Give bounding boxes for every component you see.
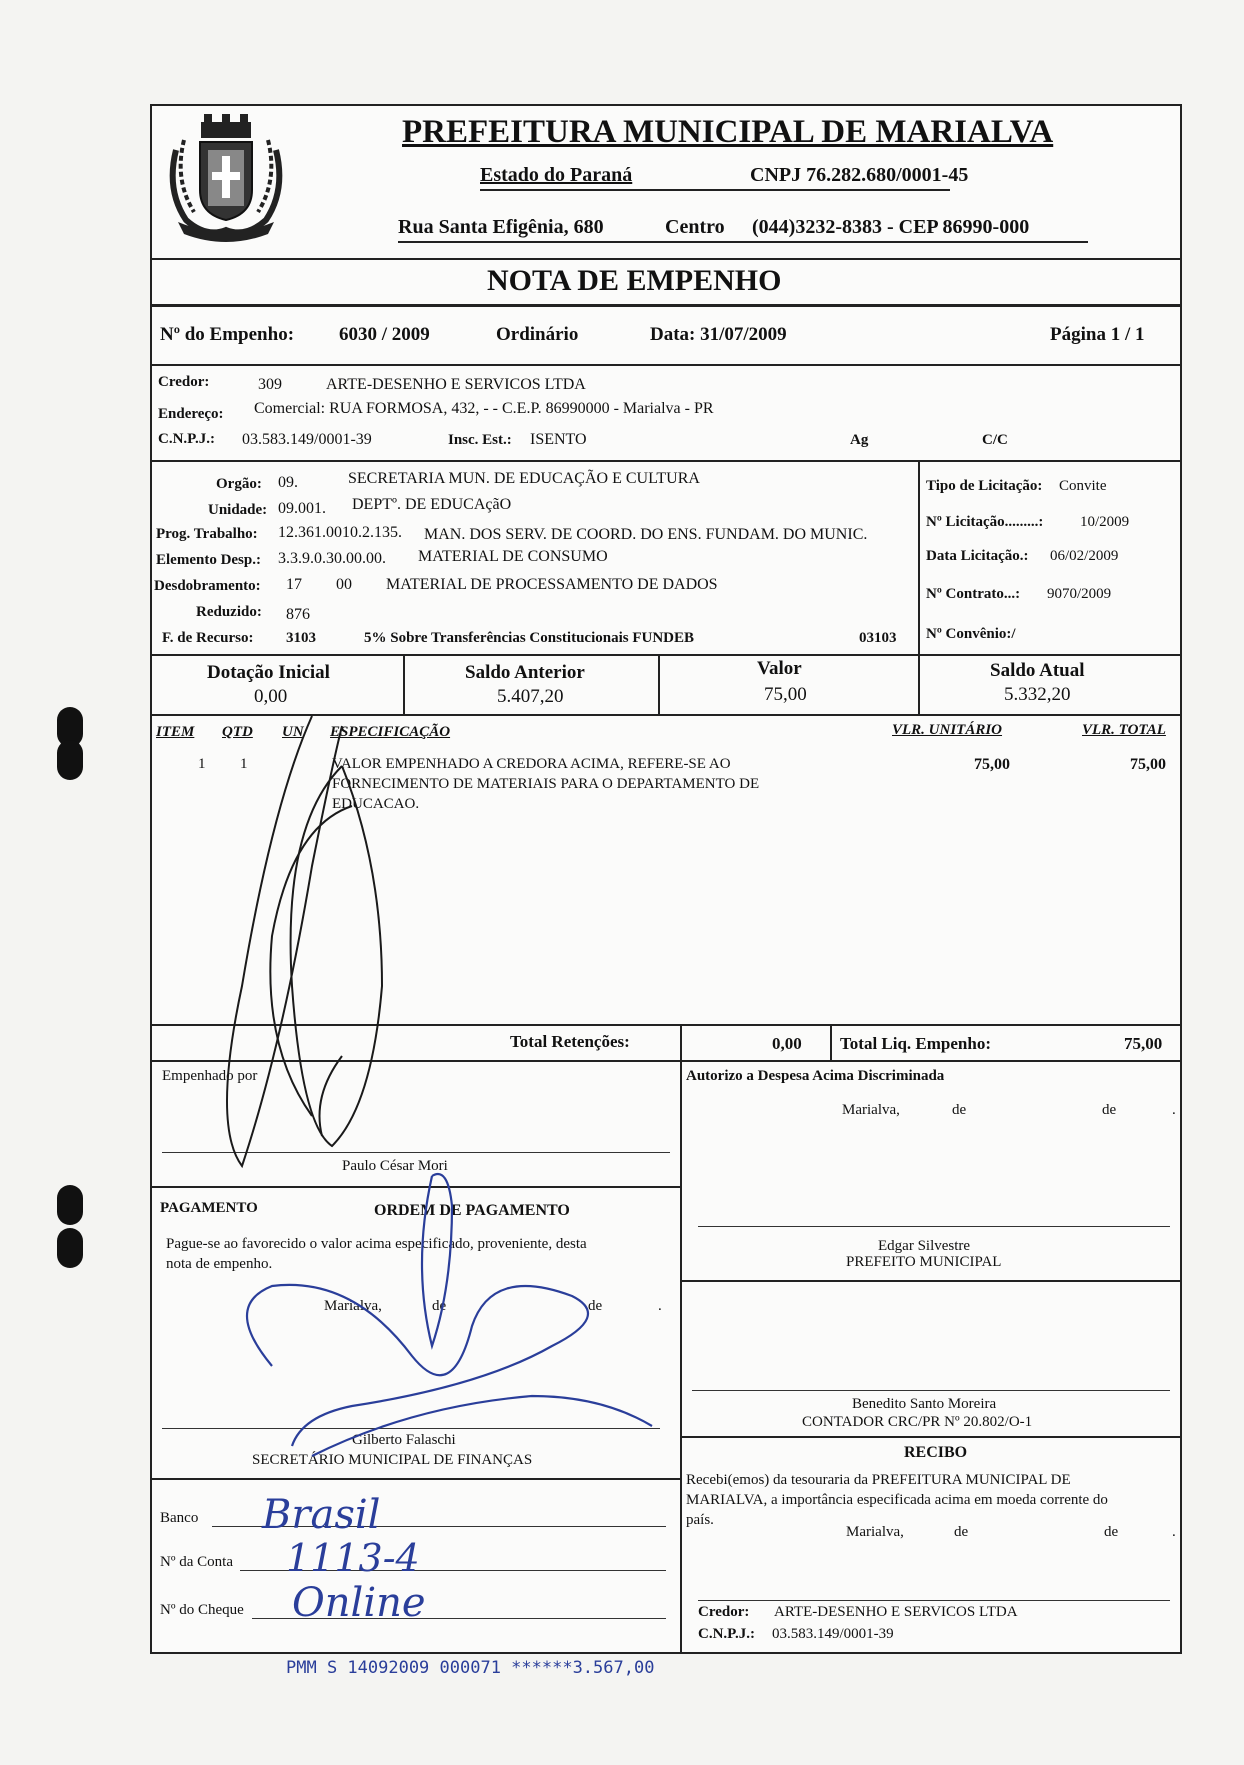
cheque-valor: Online <box>292 1580 426 1626</box>
pagamento-de-2: de <box>588 1298 603 1314</box>
orgao-label: Orgão: <box>216 476 262 492</box>
prog-nome: MAN. DOS SERV. DE COORD. DO ENS. FUNDAM. DO MUNIC. <box>424 526 868 543</box>
saldo-anterior-valor: 5.407,20 <box>497 686 564 707</box>
credor-endereco: Comercial: RUA FORMOSA, 432, - - C.E.P. 86990000 - Marialva - PR <box>254 400 714 417</box>
licitacao-tipo-valor: Convite <box>1059 478 1107 494</box>
recibo-texto-2: MARIALVA, a importância especificada acima em moeda corrente do <box>686 1492 1108 1508</box>
total-retencoes-valor: 0,00 <box>772 1034 802 1053</box>
item-especificacao-2: FORNECIMENTO DE MATERIAIS PARA O DEPARTAMENTO DE <box>332 776 760 792</box>
empenho-numero: 6030 / 2009 <box>339 324 430 345</box>
unidade-label: Unidade: <box>208 502 268 518</box>
recibo-cidade: Marialva, <box>846 1524 904 1540</box>
pagamento-cidade: Marialva, <box>324 1298 382 1314</box>
recibo-credor-label: Credor: <box>698 1604 750 1620</box>
item-vlr-total: 75,00 <box>1130 756 1166 773</box>
recibo-texto-3: país. <box>686 1512 714 1528</box>
valor-label: Valor <box>757 658 802 679</box>
licitacao-data-valor: 06/02/2009 <box>1050 548 1119 564</box>
contador-nome: Benedito Santo Moreira <box>852 1396 997 1412</box>
secretario-nome: Gilberto Falaschi <box>352 1432 456 1448</box>
signature-scribble <box>152 106 1180 1652</box>
contador-cargo: CONTADOR CRC/PR Nº 20.802/O-1 <box>802 1414 1033 1430</box>
telefone-cep: (044)3232-8383 - CEP 86990-000 <box>752 216 1030 238</box>
rec-nome: 5% Sobre Transferências Constitucionais FUNDEB <box>364 630 695 646</box>
licitacao-data-label: Data Licitação.: <box>926 548 1029 564</box>
punch-hole <box>57 1185 83 1225</box>
col-vlr-total: VLR. TOTAL <box>1082 722 1166 738</box>
recibo-texto-1: Recebi(emos) da tesouraria da PREFEITURA MUNICIPAL DE <box>686 1472 1071 1488</box>
licitacao-numero-label: Nº Licitação.........: <box>926 514 1044 530</box>
ag-label: Ag <box>850 432 869 448</box>
recibo-label: RECIBO <box>904 1444 968 1461</box>
pagamento-texto-2: nota de empenho. <box>166 1256 273 1272</box>
endereco-label: Endereço: <box>158 406 224 422</box>
col-vlr-unitario: VLR. UNITÁRIO <box>892 722 1003 738</box>
item-numero: 1 <box>198 756 206 772</box>
estado-label: Estado do Paraná <box>480 164 633 186</box>
recibo-de-1: de <box>954 1524 969 1540</box>
elem-cod: 3.3.9.0.30.00.00. <box>278 550 386 567</box>
autenticacao-stamp: PMM S 14092009 000071 ******3.567,00 <box>286 1658 655 1678</box>
prefeito-nome: Edgar Silvestre <box>878 1238 971 1254</box>
contrato-label: Nº Contrato...: <box>926 586 1021 602</box>
empenhado-por-label: Empenhado por <box>162 1068 258 1084</box>
dotacao-valor: 0,00 <box>254 686 288 707</box>
col-qtd: QTD <box>222 724 253 740</box>
recibo-cnpj: 03.583.149/0001-39 <box>772 1626 894 1642</box>
rec-num: 03103 <box>859 630 897 646</box>
insc-label: Insc. Est.: <box>448 432 512 448</box>
total-liquido-label: Total Liq. Empenho: <box>840 1034 991 1053</box>
empenhado-nome: Paulo César Mori <box>342 1158 448 1174</box>
autorizo-label: Autorizo a Despesa Acima Discriminada <box>686 1068 945 1084</box>
credor-nome: ARTE-DESENHO E SERVICOS LTDA <box>326 376 586 393</box>
contrato-valor: 9070/2009 <box>1047 586 1112 602</box>
empenho-pagina: Página 1 / 1 <box>1050 324 1145 345</box>
red-label: Reduzido: <box>196 604 262 620</box>
valor-valor: 75,00 <box>764 684 807 705</box>
credor-insc: ISENTO <box>530 431 587 448</box>
orgao-cod: 09. <box>278 474 298 491</box>
item-vlr-unitario: 75,00 <box>974 756 1010 773</box>
banco-valor: Brasil <box>262 1492 381 1538</box>
prefeito-cargo: PREFEITO MUNICIPAL <box>846 1254 1002 1270</box>
banco-label: Banco <box>160 1510 199 1526</box>
document-title: NOTA DE EMPENHO <box>487 264 782 297</box>
total-retencoes-label: Total Retenções: <box>510 1032 630 1051</box>
recibo-cnpj-label: C.N.P.J.: <box>698 1626 755 1642</box>
saldo-atual-valor: 5.332,20 <box>1004 684 1071 705</box>
punch-hole <box>57 740 83 780</box>
pagamento-ponto: . <box>658 1298 662 1314</box>
rua-prefeitura: Rua Santa Efigênia, 680 <box>398 216 604 238</box>
empenho-label: Nº do Empenho: <box>160 324 295 345</box>
desd-cod: 17 <box>286 576 302 593</box>
unidade-cod: 09.001. <box>278 500 326 517</box>
autorizo-ponto: . <box>1172 1102 1176 1118</box>
recibo-de-2: de <box>1104 1524 1119 1540</box>
elem-nome: MATERIAL DE CONSUMO <box>418 548 608 565</box>
conta-valor: 1113-4 <box>286 1536 420 1580</box>
recibo-ponto: . <box>1172 1524 1176 1540</box>
ordem-pagamento-label: ORDEM DE PAGAMENTO <box>374 1202 570 1219</box>
credor-label: Credor: <box>158 374 210 390</box>
total-liquido-valor: 75,00 <box>1124 1034 1163 1053</box>
pagamento-de-1: de <box>432 1298 447 1314</box>
unidade-nome: DEPTº. DE EDUCAçãO <box>352 496 512 513</box>
empenho-tipo: Ordinário <box>496 324 579 345</box>
secretario-cargo: SECRETÁRIO MUNICIPAL DE FINANÇAS <box>252 1452 533 1468</box>
col-item: ITEM <box>156 724 195 740</box>
cnpj-label: C.N.P.J.: <box>158 431 215 447</box>
item-qtd: 1 <box>240 756 248 772</box>
autorizo-de-1: de <box>952 1102 967 1118</box>
cnpj-prefeitura: CNPJ 76.282.680/0001-45 <box>750 164 969 186</box>
nota-de-empenho-form <box>150 104 1182 1654</box>
licitacao-numero-valor: 10/2009 <box>1080 514 1130 530</box>
saldo-anterior-label: Saldo Anterior <box>465 662 585 683</box>
desd-label: Desdobramento: <box>154 578 261 594</box>
elem-label: Elemento Desp.: <box>156 552 261 568</box>
item-especificacao-1: VALOR EMPENHADO A CREDORA ACIMA, REFERE-SE AO <box>332 756 731 772</box>
licitacao-tipo-label: Tipo de Licitação: <box>926 478 1043 494</box>
orgao-nome: SECRETARIA MUN. DE EDUCAÇÃO E CULTURA <box>348 470 700 487</box>
autorizo-cidade: Marialva, <box>842 1102 900 1118</box>
prefeitura-title: PREFEITURA MUNICIPAL DE MARIALVA <box>402 114 1054 150</box>
autorizo-de-2: de <box>1102 1102 1117 1118</box>
pagamento-texto-1: Pague-se ao favorecido o valor acima especificado, proveniente, desta <box>166 1236 587 1252</box>
saldo-atual-label: Saldo Atual <box>990 660 1085 681</box>
bairro-prefeitura: Centro <box>665 216 725 238</box>
rec-cod: 3103 <box>286 630 316 646</box>
empenho-data: Data: 31/07/2009 <box>650 324 787 345</box>
col-especificacao: ESPECIFICAÇÃO <box>330 724 451 740</box>
recibo-credor-nome: ARTE-DESENHO E SERVICOS LTDA <box>774 1604 1018 1620</box>
convenio-label: Nº Convênio:/ <box>926 626 1016 642</box>
item-especificacao-3: EDUCACAO. <box>332 796 420 812</box>
prog-label: Prog. Trabalho: <box>156 526 258 542</box>
cc-label: C/C <box>982 432 1008 448</box>
pagamento-label: PAGAMENTO <box>160 1200 258 1216</box>
prog-cod: 12.361.0010.2.135. <box>278 524 402 541</box>
desd-nome: MATERIAL DE PROCESSAMENTO DE DADOS <box>386 576 718 593</box>
col-un: UN <box>282 724 304 740</box>
credor-cnpj: 03.583.149/0001-39 <box>242 431 372 448</box>
desd-sub: 00 <box>336 576 352 593</box>
punch-hole <box>57 1228 83 1268</box>
red-valor: 876 <box>286 606 310 623</box>
credor-codigo: 309 <box>258 376 282 393</box>
conta-label: Nº da Conta <box>160 1554 233 1570</box>
rec-label: F. de Recurso: <box>162 630 254 646</box>
cheque-label: Nº do Cheque <box>160 1602 244 1618</box>
dotacao-label: Dotação Inicial <box>207 662 330 683</box>
